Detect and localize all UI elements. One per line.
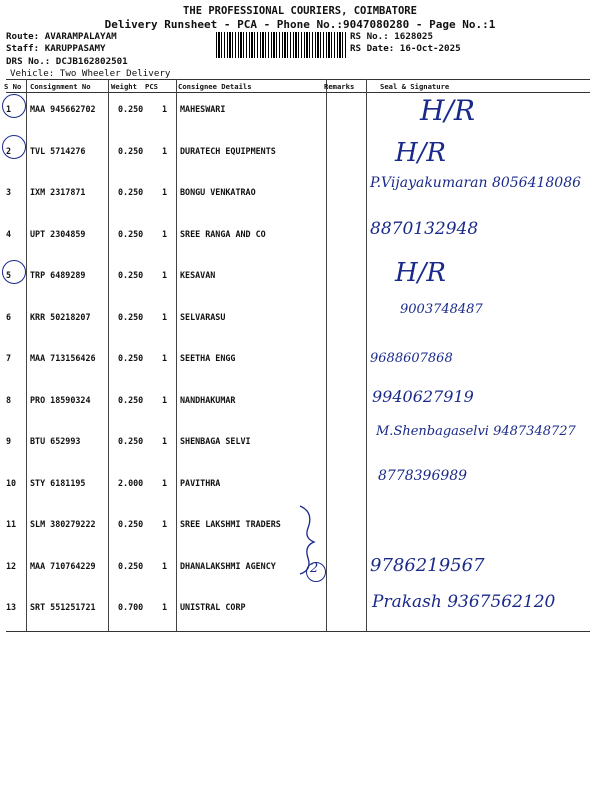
row-consignee: DHANALAKSHMI AGENCY [180, 560, 276, 571]
row-consignment: TVL 5714276 [30, 145, 86, 156]
row-signature: Prakash 9367562120 [372, 592, 556, 612]
row-consignment: BTU 652993 [30, 436, 81, 446]
row-consignee: PAVITHRA [180, 477, 221, 488]
row-weight: 0.700 [118, 602, 144, 612]
row-signature: H/R [395, 137, 447, 168]
barcode-image [216, 32, 346, 58]
row-sno: 9 [6, 436, 12, 446]
row-consignment: TRP 6489289 [30, 270, 86, 280]
header-sno: S No [4, 82, 22, 91]
row-consignment: UPT 2304859 [30, 228, 86, 239]
row-weight: 2.000 [118, 477, 144, 488]
table-row [0, 92, 600, 134]
staff-label: Staff: KARUPPASAMY [6, 43, 106, 54]
table-row [0, 175, 600, 217]
row-pcs: 1 [162, 560, 168, 571]
row-consignment: STY 6181195 [30, 477, 86, 488]
row-signature: H/R [420, 94, 475, 127]
row-consignment: KRR 50218207 [30, 311, 91, 322]
row-sno: 12 [6, 560, 17, 571]
table-row [0, 134, 600, 176]
row-weight: 0.250 [118, 228, 144, 239]
row-signature: 8778396989 [378, 467, 468, 484]
table-row [0, 300, 600, 342]
row-weight: 0.250 [118, 187, 144, 197]
row-sno: 10 [6, 477, 17, 488]
row-pcs: 1 [162, 187, 168, 197]
row-weight: 0.250 [118, 353, 144, 363]
row-sno: 7 [6, 353, 12, 363]
row-weight: 0.250 [118, 145, 144, 156]
row-pcs: 1 [162, 270, 168, 280]
row-weight: 0.250 [118, 104, 144, 114]
row-consignment: PRO 18590324 [30, 394, 91, 405]
row-1-mark [2, 94, 26, 118]
row-consignee: KESAVAN [180, 270, 216, 280]
row-pcs: 1 [162, 353, 168, 363]
row-pcs: 1 [162, 602, 168, 612]
row-consignment: IXM 2317871 [30, 187, 86, 197]
route-label: Route: AVARAMPALAYAM [6, 31, 117, 42]
table-row [0, 383, 600, 425]
row-pcs: 1 [162, 436, 168, 446]
header-consignee: Consignee Details [178, 82, 252, 91]
row-weight: 0.250 [118, 394, 144, 405]
row-sno: 8 [6, 394, 12, 405]
row-pcs: 1 [162, 394, 168, 405]
row-sno: 4 [6, 228, 12, 239]
row-consignee: DURATECH EQUIPMENTS [180, 145, 276, 156]
header-signature: Seal & Signature [380, 82, 450, 91]
row-weight: 0.250 [118, 560, 144, 571]
rs-number: RS No.: 1628025 [350, 31, 433, 42]
table-row [0, 217, 600, 259]
drs-number: DRS No.: DCJB162802501 [6, 56, 128, 67]
row-signature: 9688607868 [370, 351, 453, 366]
row-consignment: MAA 945662702 [30, 104, 96, 114]
header-pcs: PCS [145, 82, 158, 91]
table-row [0, 590, 600, 632]
table-top-border [6, 79, 590, 80]
row-consignee: SREE LAKSHMI TRADERS [180, 519, 281, 529]
company-title: THE PROFESSIONAL COURIERS, COIMBATORE [183, 5, 417, 17]
table-row [0, 466, 600, 508]
row-5-mark [2, 260, 26, 284]
row-consignment: SRT 551251721 [30, 602, 96, 612]
vehicle-label: Vehicle: Two Wheeler Delivery [10, 68, 171, 79]
row-consignee: SELVARASU [180, 311, 226, 322]
row-weight: 0.250 [118, 270, 144, 280]
row-sno: 6 [6, 311, 12, 322]
row-consignee: BONGU VENKATRAO [180, 187, 256, 197]
row-signature: M.Shenbagaselvi 9487348727 [376, 424, 576, 439]
row-pcs: 1 [162, 519, 168, 529]
header-remarks: Remarks [324, 82, 355, 91]
row-sno: 1 [6, 104, 12, 114]
row-consignee: SEETHA ENGG [180, 353, 236, 363]
row-consignee: NANDHAKUMAR [180, 394, 236, 405]
rs-date: RS Date: 16-Oct-2025 [350, 43, 461, 54]
row-pcs: 1 [162, 228, 168, 239]
row-weight: 0.250 [118, 311, 144, 322]
row-signature: 9940627919 [372, 386, 474, 406]
row-consignment: SLM 380279222 [30, 519, 96, 529]
brace-mark [296, 504, 320, 576]
row-pcs: 1 [162, 145, 168, 156]
row-2-mark [2, 135, 26, 159]
header-consignment: Consignment No [30, 82, 91, 91]
row-pcs: 1 [162, 311, 168, 322]
row-sno: 11 [6, 519, 17, 529]
row-weight: 0.250 [118, 519, 144, 529]
row-signature: P.Vijayakumaran 8056418086 [370, 175, 582, 191]
row-consignee: UNISTRAL CORP [180, 602, 246, 612]
bracket-note: 2 [310, 561, 319, 576]
table-row [0, 258, 600, 300]
row-pcs: 1 [162, 477, 168, 488]
row-signature: H/R [395, 258, 447, 288]
row-sno: 5 [6, 270, 12, 280]
row-pcs: 1 [162, 104, 168, 114]
row-weight: 0.250 [118, 436, 144, 446]
row-signature: 8870132948 [370, 218, 479, 239]
row-consignee: SREE RANGA AND CO [180, 228, 266, 239]
runsheet-title: Delivery Runsheet - PCA - Phone No.:9047080280 - Page No.:1 [104, 18, 496, 31]
row-sno: 2 [6, 145, 12, 156]
row-consignee: MAHESWARI [180, 104, 226, 114]
row-consignee: SHENBAGA SELVI [180, 436, 251, 446]
row-sno: 13 [6, 602, 17, 612]
table-row [0, 424, 600, 466]
row-sno: 3 [6, 187, 12, 197]
table-row [0, 341, 600, 383]
row-consignment: MAA 713156426 [30, 353, 96, 363]
row-signature: 9003748487 [400, 301, 483, 317]
header-weight: Weight [111, 82, 137, 91]
row-signature: 9786219567 [370, 554, 485, 576]
row-consignment: MAA 710764229 [30, 560, 96, 571]
